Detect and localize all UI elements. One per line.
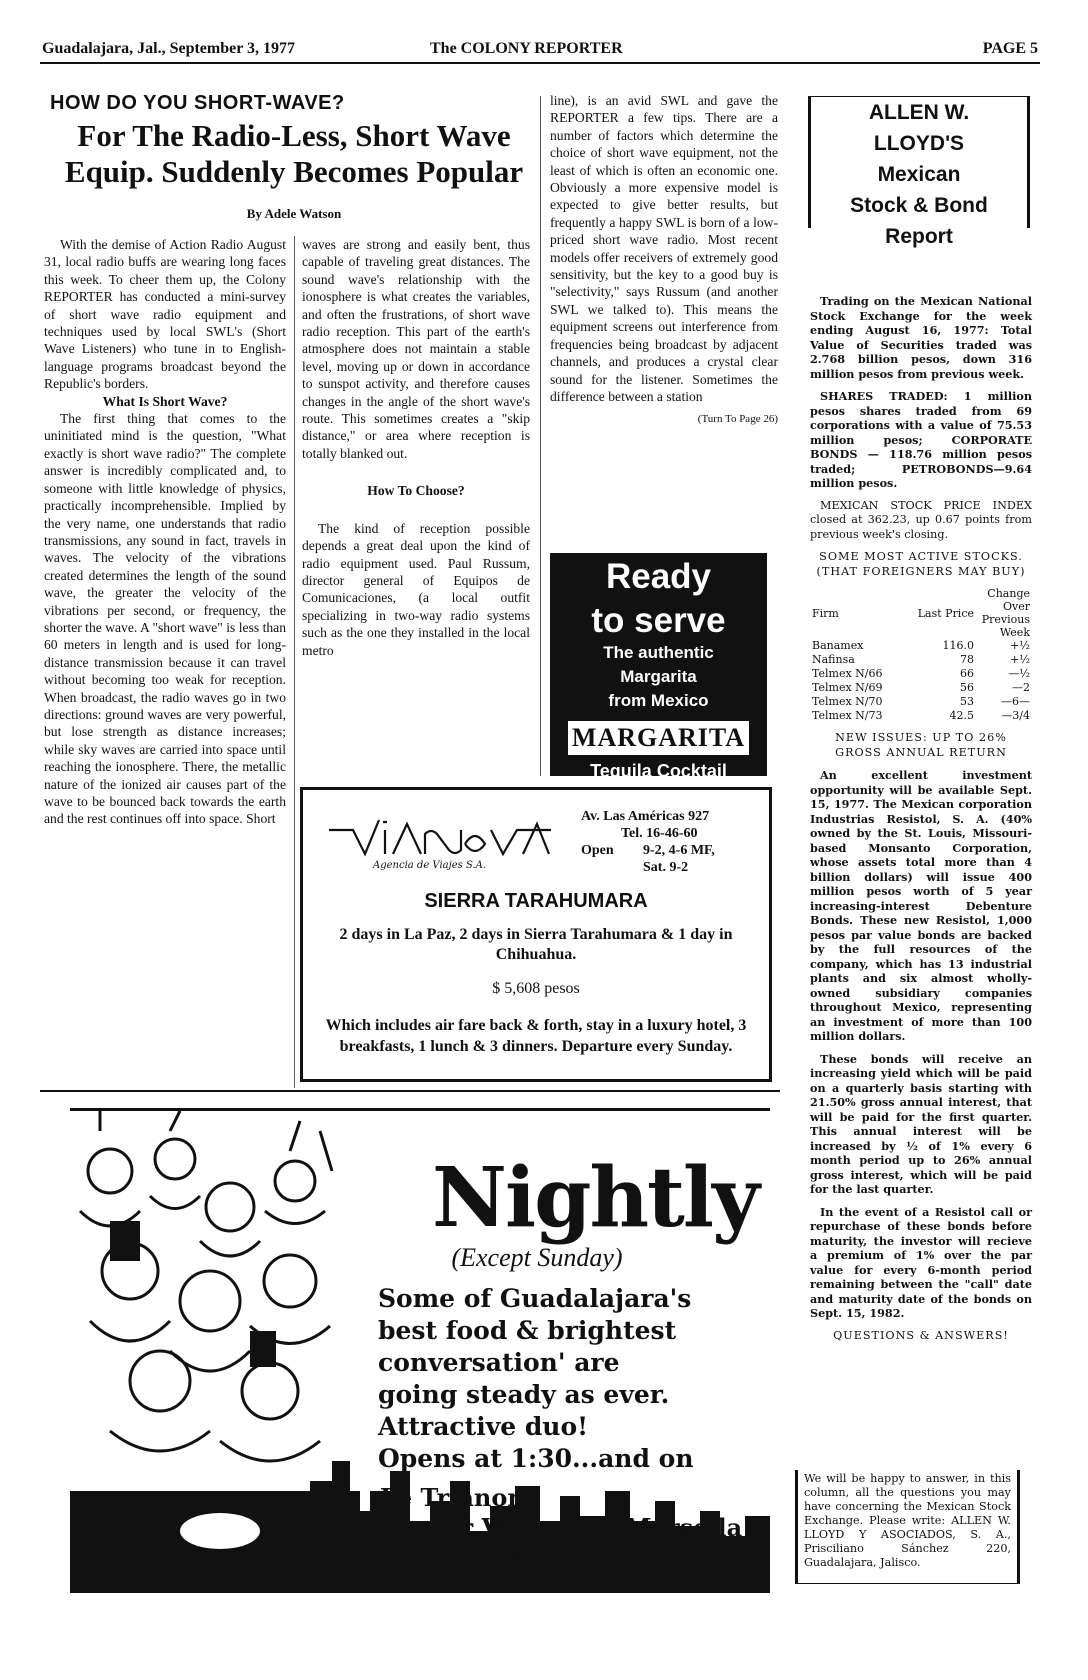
cell-firm: Telmex N/70 — [812, 695, 883, 708]
cell-firm: Telmex N/73 — [812, 709, 883, 722]
article-kicker: HOW DO YOU SHORT-WAVE? — [50, 92, 345, 114]
ad-line: to serve — [591, 601, 726, 640]
copy-line: conversation' are — [378, 1348, 620, 1377]
vianova-subtitle: Agencia de Viajes S.A. — [373, 860, 487, 870]
tour-description: 2 days in La Paz, 2 days in Sierra Tarahumara & 1 day in Chihuahua. — [339, 926, 733, 963]
ad-line: The authentic — [603, 643, 714, 662]
page-number: PAGE 5 — [982, 40, 1038, 57]
vianova-ad — [300, 787, 772, 1082]
report-title-line: Mexican — [877, 163, 961, 186]
table-row — [810, 667, 1032, 681]
tour-price: $ 5,608 pesos — [492, 980, 580, 997]
cell-change: —½ — [1008, 667, 1030, 680]
article-paragraph: With the demise of Action Radio August 31, local radio buffs are wearing long faces this week. To cheer them up, the Colony REPORTER has conducted a mini-survey of short wave radio equipment and techniques used by local SWL's (Short Wave Listeners) who tune in to English-language programs broadcast beyond the Republic's borders. — [44, 237, 286, 392]
venue-phone: 16-40-95 — [468, 1543, 589, 1572]
hours-saturday: Sat. 9-2 — [643, 860, 689, 875]
article-subhead: How To Choose? — [367, 483, 465, 499]
table-row — [810, 695, 1032, 709]
qa-box: We will be happy to answer, in this column, all the questions you may have concerning the Mexican Stock Exchange. Please write: ALLEN W. LLOYD Y ASOCIADOS, S. A., Prisciliano Sánchez 220, Guadalajara, Jalisco. — [795, 1470, 1020, 1584]
cell-price: 56 — [960, 681, 974, 694]
table-header-firm: Firm — [812, 606, 839, 620]
report-paragraph: In the event of a Resistol call or repurchase of these bonds before maturity, the investor will recieve a premium of 1% over the par value for every 6-month period remaining between the "call" date and maturity date of the bonds on Sept. 15, 1982. — [810, 1204, 1032, 1320]
cell-firm: Nafinsa — [812, 653, 855, 666]
ad-line: Tequila Cocktail — [590, 761, 727, 781]
dateline: Guadalajara, Jal., September 3, 1977 — [42, 40, 296, 57]
report-paragraph: These bonds will receive an increasing yield which will be paid on a quarterly basis starting with 21.50% gross annual interest, that will be paid for the first quarter. This annual interest will be increased by ½ of 1% every 6 month period up to 26% annual gross interest, which will be paid for the last quarter. — [810, 1051, 1032, 1196]
margarita-ad — [550, 553, 767, 781]
article-headline: For The Radio-Less, Short Wave Equip. Suddenly Becomes Popular — [64, 118, 524, 189]
article-column-2 — [302, 236, 530, 659]
report-title-line: Report — [885, 225, 953, 248]
ad-line: Ready — [605, 557, 712, 596]
cell-firm: Banamex — [812, 639, 864, 652]
tour-title: SIERRA TARAHUMARA — [424, 890, 648, 912]
vianova-logo — [325, 810, 555, 870]
ad-line: Margarita — [620, 667, 697, 686]
report-title-line: Stock & Bond — [850, 194, 988, 217]
cell-change: —2 — [1012, 681, 1030, 694]
cell-price: 116.0 — [942, 639, 974, 652]
cell-price: 42.5 — [949, 709, 974, 722]
cell-firm: Telmex N/66 — [812, 667, 883, 680]
section-rule — [40, 1090, 780, 1092]
cell-price: 78 — [960, 653, 974, 666]
article-paragraph: The kind of reception possible depends a great deal upon the kind of radio equipment used. Paul Russum, director general of Equipos de Comunicaciones, (a local outfit specializing in two-way radio systems such as the one they installed in the local metro — [302, 520, 530, 658]
trianon-venue — [380, 1483, 742, 1573]
active-stocks-heading: SOME MOST ACTIVE STOCKS. (THAT FOREIGNERS MAY BUY) — [816, 550, 1026, 578]
table-header-price: Last Price — [917, 606, 974, 620]
article-byline: By Adele Watson — [246, 206, 342, 221]
article-subhead: What Is Short Wave? — [102, 393, 228, 409]
report-title-line: ALLEN W. — [868, 101, 970, 124]
page-header — [40, 38, 1040, 64]
hours-label: Open — [581, 843, 614, 858]
vianova-address: Av. Las Américas 927 — [581, 809, 710, 824]
stock-report-title-box — [808, 96, 1030, 248]
table-header-change: Change Over Previous Week — [981, 587, 1030, 639]
trianon-ad — [70, 1108, 770, 1590]
column-rule — [540, 96, 541, 776]
vianova-phone: Tel. 16-46-60 — [621, 826, 698, 841]
qa-heading: QUESTIONS & ANSWERS! — [833, 1328, 1009, 1342]
stock-report-column — [810, 294, 1032, 1351]
margarita-brand-logo: MARGARITA — [568, 721, 749, 755]
report-paragraph: Trading on the Mexican National Stock Exchange for the week ending August 16, 1977: Total Value of Securities traded was 2.768 billion pesos, down 316 million pesos from previous week. — [810, 294, 1032, 381]
new-issues-heading: NEW ISSUES: UP TO 26% GROSS ANNUAL RETURN — [835, 731, 1007, 759]
table-row — [810, 709, 1032, 723]
report-paragraph: SHARES TRADED: 1 million pesos shares traded from 69 corporations with a value of 75.53 million pesos; CORPORATE BONDS — 118.76 million pesos traded; PETROBONDS—9.64 million pesos. — [810, 389, 1032, 490]
report-title-line: LLOYD'S — [873, 132, 965, 155]
article-column-3 — [550, 92, 778, 429]
copy-line: best food & brightest — [378, 1316, 677, 1345]
trianon-copy — [378, 1283, 694, 1475]
column-rule — [294, 236, 295, 1088]
turn-to-page: (Turn To Page 26) — [697, 413, 778, 426]
vianova-address-block — [581, 808, 715, 876]
cell-price: 66 — [960, 667, 974, 680]
table-row — [810, 653, 1032, 667]
cell-firm: Telmex N/69 — [812, 681, 883, 694]
copy-line: going steady as ever. — [378, 1380, 670, 1409]
article-paragraph: line), is an avid SWL and gave the REPORTER a few tips. There are a number of factors which determine the choice of short wave equipment, not the least of which is often an economic one. Obviously a more expensive model is expected to give better results, but frequently a happy SWL is born of a low-priced short wave radio. Most recent models offer receivers of extremely good sensitivity, but the key to a good buy is "selectivity," says Russum (and another SWL we talked to). This means the equipment screens out interference from frequencies being broadcast by adjacent channels, and produces a crystal clear sound for the listener. Sometimes the difference between a station — [550, 93, 778, 404]
article-column-1 — [44, 236, 286, 828]
ad-line: from Mexico — [608, 691, 709, 710]
nightly-headline: Nightly — [432, 1150, 758, 1246]
newspaper-name: The COLONY REPORTER — [430, 40, 623, 57]
hours-weekday: 9-2, 4-6 MF, — [643, 843, 715, 858]
copy-line: Attractive duo! — [378, 1412, 589, 1441]
cell-change: +½ — [1010, 639, 1030, 652]
report-paragraph: An excellent investment opportunity will be available Sept. 15, 1977. The Mexican corporation Industrias Resistol, S. A. (40% owned by the St. Louis, Missouri-based Monsanto Corporation, whose assets total more than 4 billion dollars) will issue 400 million pesos worth of 5 year increasing-interest Debenture Bonds. These new Resistol, 1,000 pesos par value bonds are backed by the full resources of the company, which has 13 industrial plants and six almost wholly-owned subsidiary companies throughout Mexico, representing an investment of more than 100 million dollars. — [810, 768, 1032, 1043]
except-sunday: (Except Sunday) — [451, 1243, 623, 1272]
article-paragraph: waves are strong and easily bent, thus capable of traveling great distances. The sound wave's relationship with the ionosphere is what creates the variables, and often the frustrations, of short wave radio reception. This part of the earth's atmosphere does not maintain a stable level, moving up or down in accordance to sunspot activity, and therefore causes changes in the angle of the short wave's route. This sometimes creates a "skip distance," or area where reception is totally blanked out. — [302, 237, 530, 461]
venue-name: Le Trianon — [380, 1483, 525, 1512]
table-row — [810, 681, 1032, 695]
table-row — [810, 639, 1032, 653]
report-paragraph: MEXICAN STOCK PRICE INDEX closed at 362.23, up 0.67 points from previous week's closing. — [810, 498, 1032, 541]
stock-table — [810, 587, 1032, 723]
venue-address: Corner Vallarta & Marsella — [380, 1513, 743, 1542]
cell-change: —6— — [1001, 695, 1030, 708]
article-paragraph: The first thing that comes to the uninitiated mind is the question, "What exactly is short wave radio?" The complete answer is incredibly complicated and, to someone with little knowledge of physics, practically incomprehensible. Implied by the very name, one understands that radio transmissions, any sound in fact, travels in waves. The velocity of the vibrations created determines the length of the sound wave, the greater the velocity of the vibrations per second, or frequency, the shorter the wave. A "short wave" is less than 60 meters in length and is used for long-distance transmission because it can travel without becoming too weak for reception. When broadcast, the radio waves go in two directions: ground waves are very powerful, but lose strength as distance increases; while sky waves are carried into space until reaching the ionosphere. There, the metallic nature of the ionized air causes part of the wave to be bounced back towards the earth and the rest continues off into space. Short — [44, 411, 286, 827]
copy-line: Opens at 1:30...and on — [378, 1444, 694, 1473]
copy-line: Some of Guadalajara's — [378, 1284, 692, 1313]
cell-price: 53 — [960, 695, 974, 708]
tour-includes: Which includes air fare back & forth, stay in a luxury hotel, 3 breakfasts, 1 lunch & 3 dinners. Departure every Sunday. — [325, 1017, 747, 1055]
cell-change: +½ — [1010, 653, 1030, 666]
cell-change: —3/4 — [1001, 709, 1030, 722]
